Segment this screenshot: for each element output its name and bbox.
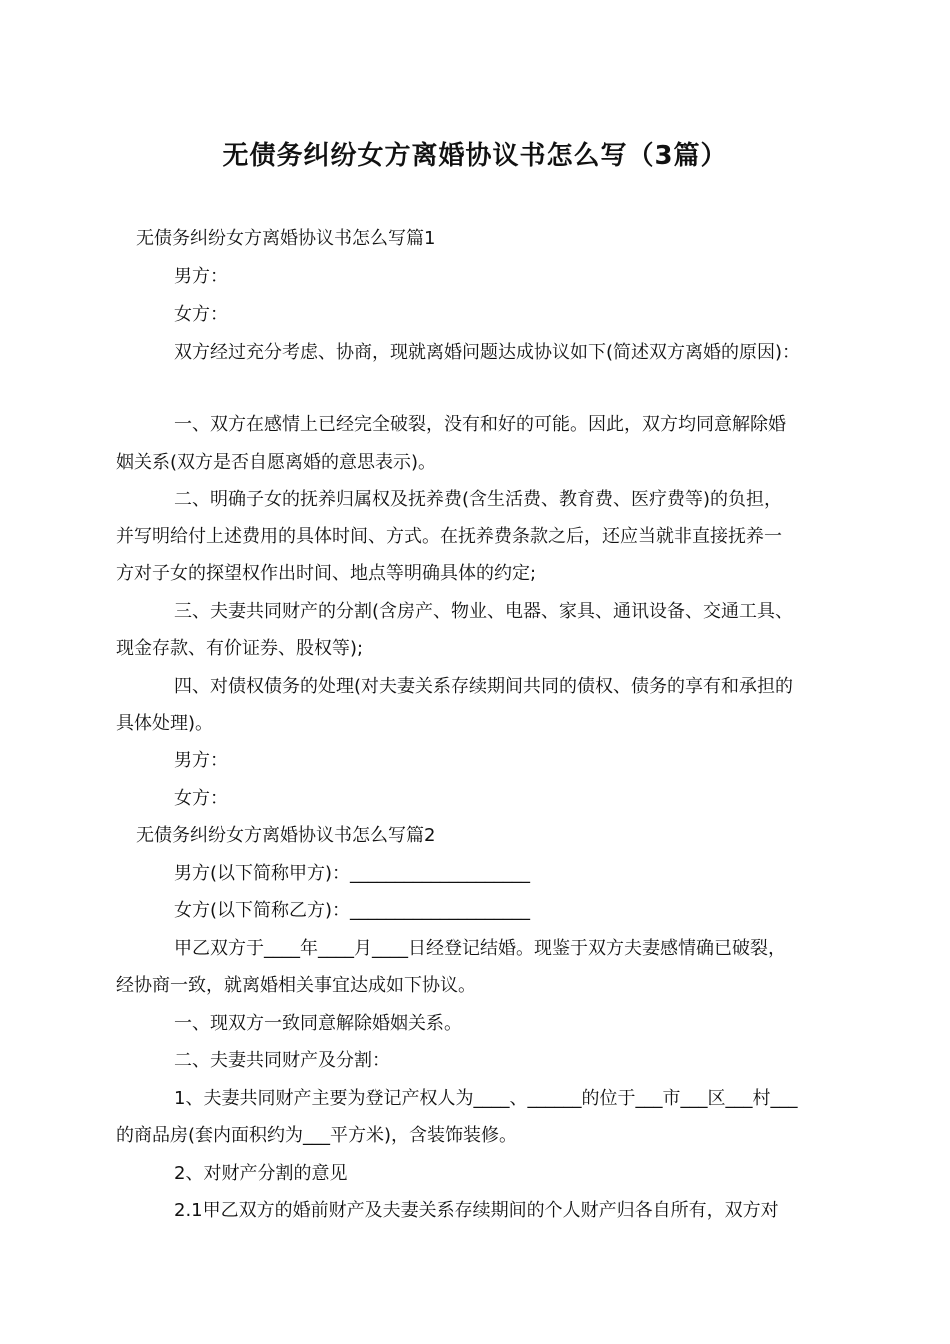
text-line: 二、明确子女的抚养归属权及抚养费(含生活费、教育费、医疗费等)的负担， — [174, 489, 783, 510]
text-line: 女方： — [174, 304, 228, 325]
text-line: 男方(以下简称甲方)：____________________ — [174, 863, 531, 884]
text-line: 男方： — [174, 750, 228, 771]
text-line: 的商品房(套内面积约为___平方米)，含装饰装修。 — [116, 1125, 518, 1146]
text-line: 双方经过充分考虑、协商，现就离婚问题达成协议如下(简述双方离婚的原因)： — [174, 342, 801, 363]
text-line: 1、夫妻共同财产主要为登记产权人为____、______的位于___市___区___村___ — [174, 1088, 798, 1109]
section-heading-2: 无债务纠纷女方离婚协议书怎么写篇2 — [136, 825, 436, 846]
text-line: 2.1甲乙双方的婚前财产及夫妻关系存续期间的个人财产归各自所有，双方对 — [174, 1200, 779, 1221]
text-line: 方对子女的探望权作出时间、地点等明确具体的约定; — [116, 563, 537, 584]
text-line: 二、夫妻共同财产及分割： — [174, 1050, 390, 1071]
text-line: 经协商一致，就离婚相关事宜达成如下协议。 — [116, 975, 476, 996]
text-line: 一、现双方一致同意解除婚姻关系。 — [174, 1013, 462, 1034]
text-line: 四、对债权债务的处理(对夫妻关系存续期间共同的债权、债务的享有和承担的 — [174, 676, 794, 697]
text-line: 具体处理)。 — [116, 713, 214, 734]
text-line: 2、对财产分割的意见 — [174, 1163, 348, 1184]
text-line: 现金存款、有价证券、股权等); — [116, 638, 364, 659]
text-line: 并写明给付上述费用的具体时间、方式。在抚养费条款之后，还应当就非直接抚养一 — [116, 526, 782, 547]
document-title: 无债务纠纷女方离婚协议书怎么写（3篇） — [222, 141, 728, 171]
text-line: 甲乙双方于____年____月____日经登记结婚。现鉴于双方夫妻感情确已破裂， — [174, 938, 786, 959]
text-line: 女方(以下简称乙方)：____________________ — [174, 900, 531, 921]
text-line: 三、夫妻共同财产的分割(含房产、物业、电器、家具、通讯设备、交通工具、 — [174, 601, 794, 622]
text-line: 女方： — [174, 788, 228, 809]
section-heading-1: 无债务纠纷女方离婚协议书怎么写篇1 — [136, 228, 436, 249]
text-line: 一、双方在感情上已经完全破裂，没有和好的可能。因此，双方均同意解除婚 — [174, 414, 786, 435]
text-line: 男方： — [174, 266, 228, 287]
text-line: 姻关系(双方是否自愿离婚的意思表示)。 — [116, 452, 437, 473]
